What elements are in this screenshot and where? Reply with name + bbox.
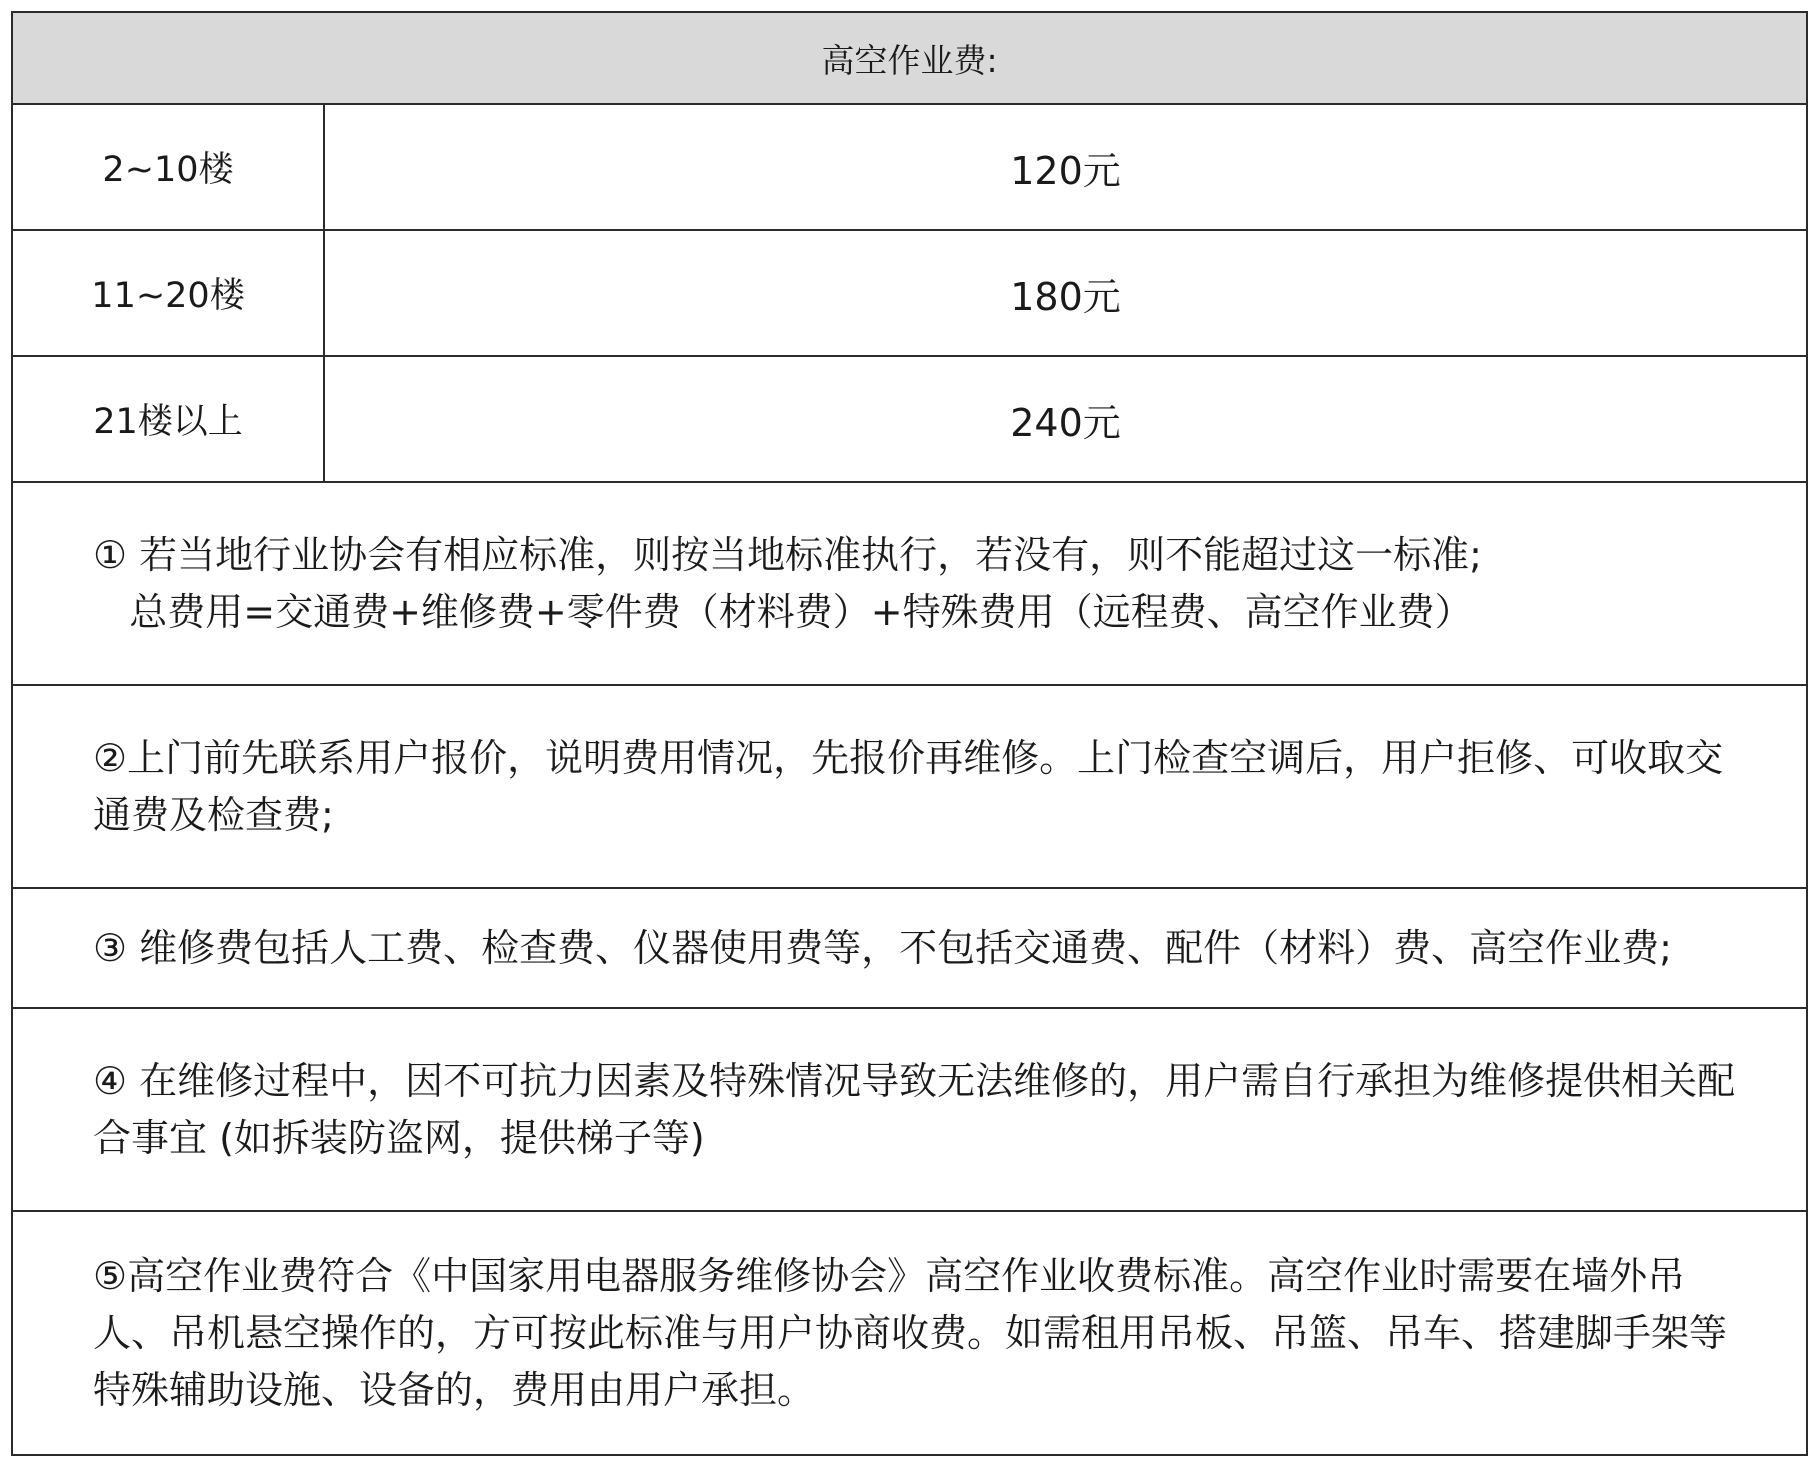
- table-header-row: [12, 12, 1807, 104]
- table-row: [12, 356, 1807, 482]
- fee-amount: 180元: [324, 230, 1807, 356]
- note-row: [12, 482, 1807, 685]
- note-1: ① 若当地行业协会有相应标准，则按当地标准执行，若没有，则不能超过这一标准; 总费用=交通费+维修费+零件费（材料费）+特殊费用（远程费、高空作业费）: [12, 482, 1807, 685]
- table-row: [12, 230, 1807, 356]
- note-3: ③ 维修费包括人工费、检查费、仪器使用费等，不包括交通费、配件（材料）费、高空作业费;: [12, 888, 1807, 1008]
- table-row: [12, 104, 1807, 230]
- note-row: [12, 1008, 1807, 1211]
- floor-range: 2~10楼: [12, 104, 324, 230]
- note-row: [12, 1211, 1807, 1455]
- note-2: ②上门前先联系用户报价，说明费用情况，先报价再维修。上门检查空调后，用户拒修、可收取交通费及检查费;: [12, 685, 1807, 888]
- note-row: [12, 685, 1807, 888]
- fee-table: [11, 11, 1808, 1456]
- fee-amount: 120元: [324, 104, 1807, 230]
- note-row: [12, 888, 1807, 1008]
- floor-range: 11~20楼: [12, 230, 324, 356]
- note-4: ④ 在维修过程中，因不可抗力因素及特殊情况导致无法维修的，用户需自行承担为维修提供相关配合事宜 (如拆装防盗网，提供梯子等): [12, 1008, 1807, 1211]
- fee-amount: 240元: [324, 356, 1807, 482]
- floor-range: 21楼以上: [12, 356, 324, 482]
- table-title: 高空作业费:: [12, 12, 1807, 104]
- note-5: ⑤高空作业费符合《中国家用电器服务维修协会》高空作业收费标准。高空作业时需要在墙外吊人、吊机悬空操作的，方可按此标准与用户协商收费。如需租用吊板、吊篮、吊车、搭建脚手架等特殊辅助设施、设备的，费用由用户承担。: [12, 1211, 1807, 1455]
